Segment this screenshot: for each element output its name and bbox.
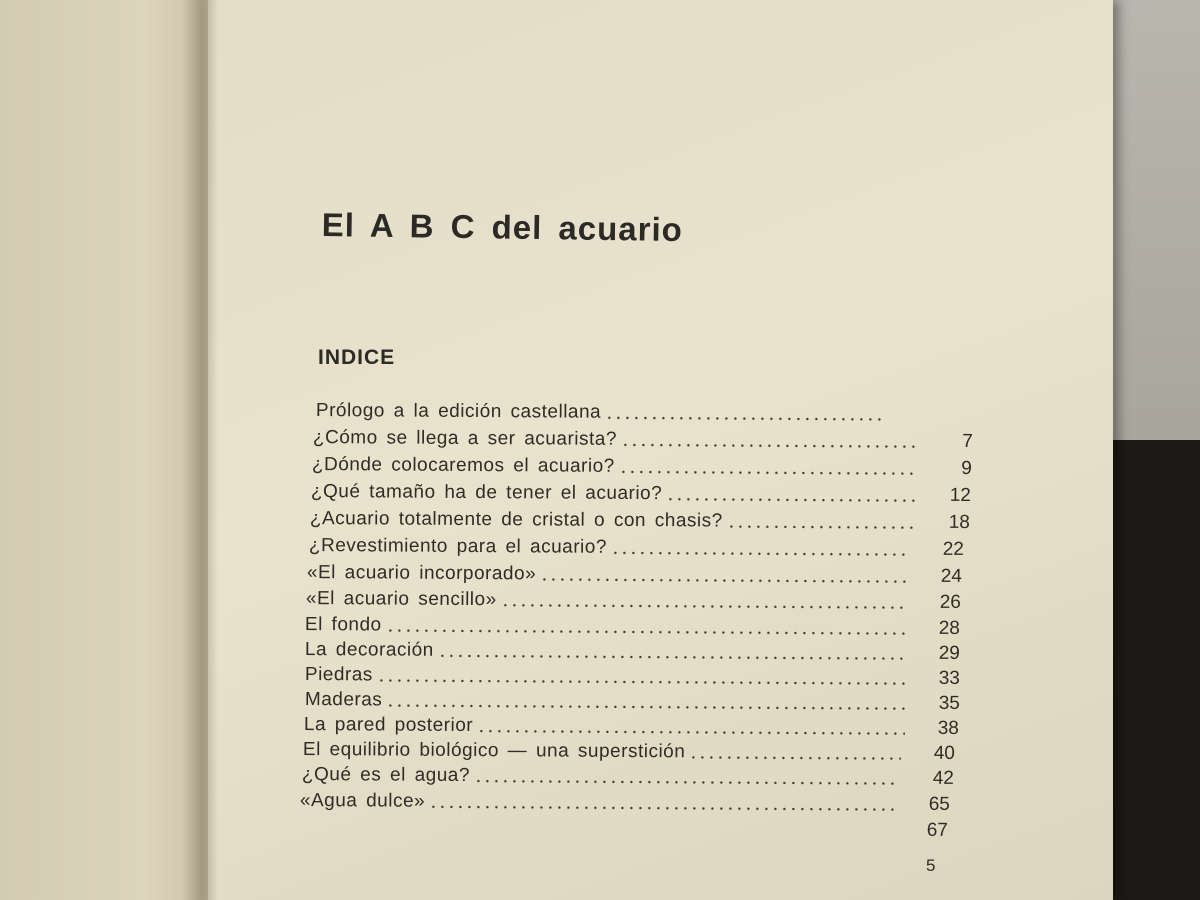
toc-entry-page: 26 [939,591,961,614]
toc-dot-leader [605,416,882,422]
toc-entry-page: 22 [942,538,964,561]
toc-dot-leader [540,577,908,583]
toc-entry-page: 18 [948,511,970,534]
toc-entry-title: ¿Dónde colocaremos el acuario? [311,453,615,477]
toc-heading: INDICE [318,346,396,369]
toc-entry-page: 42 [932,767,954,789]
toc-entry-title: «Agua dulce» [299,789,426,812]
toc-dot-leader [501,603,907,609]
toc-entry-title: Maderas [304,688,383,711]
toc-entry-title: «El acuario incorporado» [306,561,537,585]
toc-entry-title: ¿Qué es el agua? [301,763,471,787]
toc-entry-page: 12 [949,484,971,507]
toc-dot-leader [621,443,919,449]
toc-entry-title: La pared posterior [303,713,474,737]
toc-dot-leader [611,551,910,557]
toc-entry-title: «El acuario sencillo» [305,587,497,611]
toc-entry-title: El fondo [304,613,382,636]
toc-entry [298,814,948,844]
toc-entry-title: El equilibrio biológico — una superstición [302,738,686,763]
toc-dot-leader [386,628,906,635]
toc-entry-page: 67 [926,819,948,841]
toc-entry-title: ¿Cómo se llega a ser acuarista? [312,426,617,450]
toc-dot-leader [386,703,906,710]
toc-dot-leader [474,779,900,786]
toc-entry-page: 9 [961,457,972,480]
toc-entry-title: ¿Acuario totalmente de cristal o con chasis? [309,507,723,532]
toc-entry [312,452,972,482]
toc-dot-leader [429,805,896,812]
toc-entry [309,533,964,563]
toc-dot-leader [689,755,901,760]
background-surface [1100,0,1200,450]
toc-entry-page: 65 [928,793,950,815]
toc-dot-leader [438,654,906,661]
toc-entry-page: 40 [933,742,955,764]
toc-entry-page: 29 [938,642,960,665]
toc-entry-page: 35 [938,692,960,715]
toc-dot-leader [666,497,917,503]
book-title: El A B C del acuario [321,206,684,249]
left-page [0,0,210,900]
toc-entry-title: Piedras [304,663,373,686]
toc-dot-leader [619,470,918,476]
toc-entry-title: ¿Qué tamaño ha de tener el acuario? [310,480,663,505]
toc-entry [300,788,950,818]
page-number: 5 [926,856,936,875]
toc-entry [307,560,962,590]
toc-entry-page: 28 [938,617,960,640]
toc-entry-title: ¿Revestimiento para el acuario? [308,534,608,558]
toc-entry-page: 24 [940,565,962,588]
toc-entry [316,398,936,428]
toc-dot-leader [727,525,916,530]
toc-dot-leader [377,678,906,685]
book-gutter [182,0,218,900]
toc-entry-page: 7 [962,430,973,453]
toc-entry [302,762,954,792]
toc-entry-page: 38 [937,717,959,740]
toc-entry-page: 33 [938,667,960,690]
toc-entry [310,506,970,536]
toc-entry-title: La decoración [304,638,434,661]
toc-dot-leader [477,729,905,736]
toc-entry [311,479,971,509]
toc-entry [306,586,961,616]
toc-entry-title: Prólogo a la edición castellana [315,399,602,423]
toc-entry [313,425,973,455]
